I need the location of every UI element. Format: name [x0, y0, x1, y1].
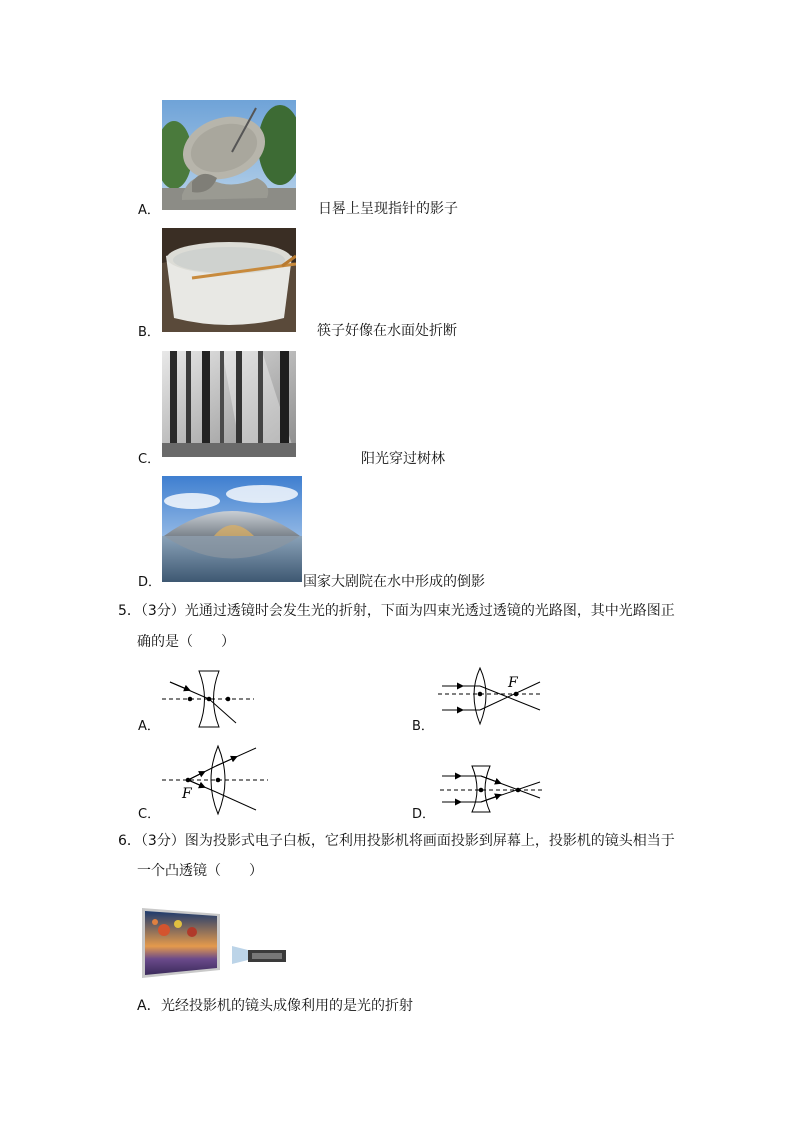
- option-caption: 筷子好像在水面处折断: [317, 323, 457, 339]
- focus-label: F: [508, 675, 518, 691]
- forest-sunlight-photo: [162, 351, 296, 457]
- lens-diagram-c: [160, 744, 270, 816]
- lens-diagram-d: [438, 764, 544, 814]
- option-letter: A．: [138, 203, 160, 218]
- question-6-line-2: 一个凸透镜（ ）: [137, 863, 263, 879]
- option-caption: 日晷上呈现指针的影子: [318, 201, 458, 217]
- option-letter: D．: [412, 807, 436, 822]
- question-6-line-1: 6．（3分）图为投影式电子白板，它利用投影机将画面投影到屏幕上，投影机的镜头相当于: [118, 833, 675, 849]
- option-letter: C．: [138, 807, 161, 822]
- option-a-letter: A．: [137, 998, 161, 1014]
- option-letter: D．: [138, 575, 162, 590]
- option-a-text: 光经投影机的镜头成像利用的是光的折射: [161, 998, 413, 1014]
- option-letter: C．: [138, 452, 161, 467]
- option-letter: B．: [138, 325, 160, 340]
- question-5-line-1: 5．（3分）光通过透镜时会发生光的折射，下面为四束光透过透镜的光路图，其中光路图正: [118, 603, 675, 619]
- question-5-line-2: 确的是（ ）: [137, 634, 235, 650]
- option-caption: 阳光穿过树林: [361, 451, 445, 467]
- grand-theater-photo: [162, 476, 302, 582]
- sundial-photo: [162, 100, 296, 210]
- lens-diagram-a: [160, 668, 256, 730]
- projector-whiteboard-image: [140, 902, 290, 980]
- option-caption: 国家大剧院在水中形成的倒影: [303, 574, 485, 590]
- option-letter: A．: [138, 719, 160, 734]
- lens-diagram-b: [436, 666, 544, 726]
- focus-label: F: [182, 786, 192, 802]
- chopsticks-bowl-photo: [162, 228, 296, 332]
- option-letter: B．: [412, 719, 434, 734]
